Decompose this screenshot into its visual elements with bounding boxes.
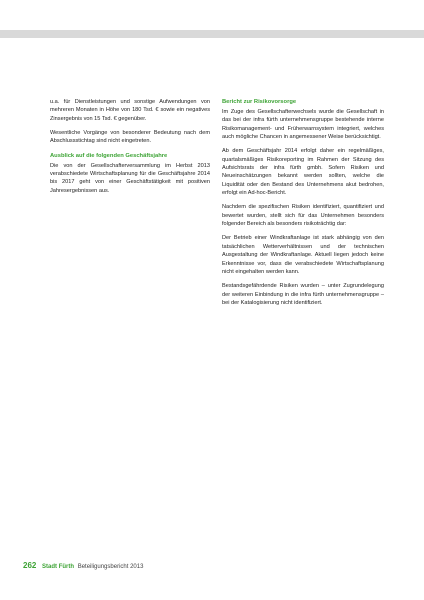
report-title: Beteiligungsbericht 2013 — [77, 564, 144, 570]
left-paragraph-2: Wesentliche Vorgänge von besonderer Bedeutung nach dem Abschlussstichtag sind nicht eingetreten. — [50, 130, 210, 145]
left-column — [50, 98, 210, 201]
organization-name: Stadt Fürth — [42, 564, 75, 570]
right-paragraph-4: Der Betrieb einer Windkraftanlage ist stark abhängig von den tatsächlichen Wetterverhältnissen und der technischen Ausgestaltung der Windkraftanlage. Aktuell liegen jedoch keine Erkenntnisse vor, dass die verabschiedete Wirtschaftsplanung nicht eingehalten werden kann. — [222, 235, 384, 275]
page-footer — [23, 562, 143, 571]
page-number: 262 — [23, 561, 37, 570]
right-paragraph-3: Nachdem die spezifischen Risiken identifiziert, quantifiziert und bewertet wurden, stellt sich für das Unternehmen besonders folgender Bereich als besonders risikoträchtig dar: — [222, 204, 384, 228]
right-paragraph-1: Im Zuge des Gesellschafterwechsels wurde die Gesellschaft in das bei der infra fürth unternehmensgruppe bestehende interne Risikomanagement- und Früherwarnsystem integriert, welches auch mögliche Chancen in angemessener Weise berücksichtigt. — [222, 109, 384, 141]
right-paragraph-2: Ab dem Geschäftsjahr 2014 erfolgt daher ein regelmäßiges, quartalsmäßiges Risikoreporting im Rahmen der Sitzung des Aufsichtsrats der infra fürth gmbh. Sofern Risiken und Neueinschätzungen bekannt werden sollten, welche die Liquidität oder den Bestand des Unternehmens akut bedrohen, erfolgt ein Ad-hoc-Bericht. — [222, 148, 384, 197]
left-paragraph-1: u.a. für Dienstleistungen und sonstige Aufwendungen von mehreren Monaten in Höhe von 180 Tsd. € sowie ein negatives Zinsergebnis von 15 Tsd. € gegenüber. — [50, 99, 210, 122]
risk-report-heading: Bericht zur Risikovorsorge — [222, 99, 297, 105]
right-paragraph-5: Bestandsgefährdende Risiken wurden – unter Zugrundelegung der weiteren Einbindung in die infra fürth unternehmensgruppe – bei der Katalogisierung nicht identifiziert. — [222, 283, 384, 306]
header-band — [0, 30, 424, 38]
outlook-heading: Ausblick auf die folgenden Geschäftsjahre — [50, 152, 168, 159]
left-paragraph-3: Die von der Gesellschafterversammlung im Herbst 2013 verabschiedete Wirtschaftsplanung für die Geschäftsjahre 2014 bis 2017 geht von einer Geschäftstätigkeit mit positiven Jahresergebnissen aus. — [50, 162, 210, 194]
right-column — [222, 98, 384, 313]
